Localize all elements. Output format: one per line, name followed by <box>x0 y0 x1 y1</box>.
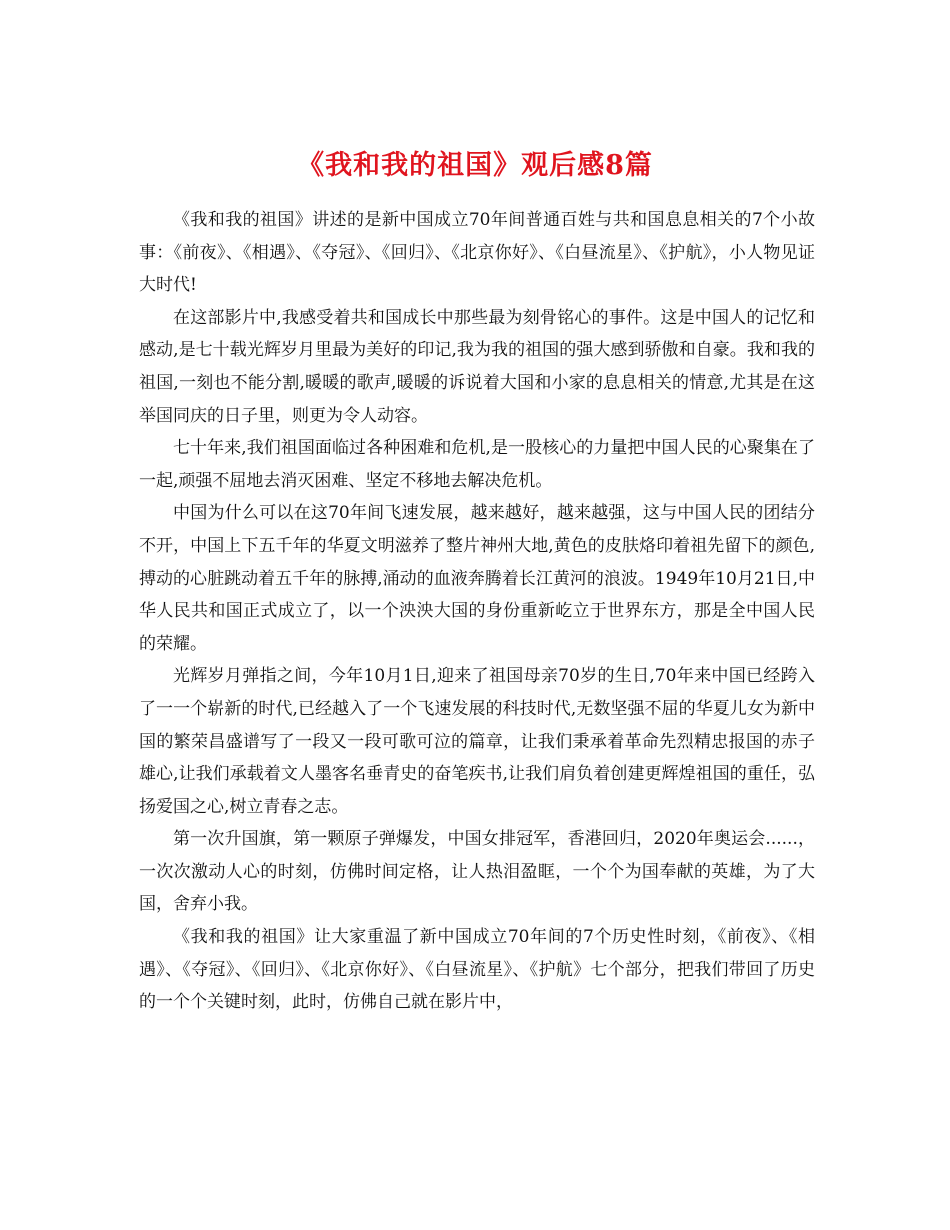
paragraph-6: 第一次升国旗，第一颗原子弹爆发，中国女排冠军，香港回归，2020年奥运会......，一次次激动人心的时刻，仿佛时间定格，让人热泪盈眶，一个个为国奉献的英雄，为了大国，舍弃小我。 <box>139 829 815 915</box>
paragraph-7: 《我和我的祖国》让大家重温了新中国成立70年间的7个历史性时刻，《前夜》、《相遇》、《夺冠》、《回归》、《北京你好》、《白昼流星》、《护航》七个部分，把我们带回了历史的一个个关键时刻，此时，仿佛自己就在影片中， <box>139 927 815 1013</box>
paragraph-3: 七十年来,我们祖国面临过各种困难和危机,是一股核心的力量把中国人民的心聚集在了一起,顽强不屈地去消灭困难、坚定不移地去解决危机。 <box>139 438 815 491</box>
paragraph-4: 中国为什么可以在这70年间飞速发展，越来越好，越来越强，这与中国人民的团结分不开，中国上下五千年的华夏文明滋养了整片神州大地,黄色的皮肤烙印着祖先留下的颜色,搏动的心脏跳动着五千年的脉搏,涌动的血液奔腾着长江黄河的浪波。1949年10月21日,中华人民共和国正式成立了，以一个泱泱大国的身份重新屹立于世界东方，那是全中国人民的荣耀。 <box>139 503 815 654</box>
document-body <box>139 204 815 1019</box>
paragraph-1: 《我和我的祖国》讲述的是新中国成立70年间普通百姓与共和国息息相关的7个小故事：《前夜》、《相遇》、《夺冠》、《回归》、《北京你好》、《白昼流星》、《护航》，小人物见证大时代! <box>139 210 815 296</box>
paragraph-2: 在这部影片中,我感受着共和国成长中那些最为刻骨铭心的事件。这是中国人的记忆和感动,是七十载光辉岁月里最为美好的印记,我为我的祖国的强大感到骄傲和自豪。我和我的祖国,一刻也不能分割,暖暖的歌声,暖暖的诉说着大国和小家的息息相关的情意,尤其是在这举国同庆的日子里，则更为令人动容。 <box>139 307 815 426</box>
document-title: 《我和我的祖国》观后感8篇 <box>297 150 653 182</box>
paragraph-5: 光辉岁月弹指之间，今年10月1日,迎来了祖国母亲70岁的生日,70年来中国已经跨入了一一个崭新的时代,已经越入了一个飞速发展的科技时代,无数坚强不屈的华夏儿女为新中国的繁荣昌盛谱写了一段又一段可歌可泣的篇章，让我们秉承着革命先烈精忠报国的赤子雄心,让我们承载着文人墨客名垂青史的奋笔疾书,让我们肩负着创建更辉煌祖国的重任，弘扬爱国之心,树立青春之志。 <box>139 666 815 817</box>
